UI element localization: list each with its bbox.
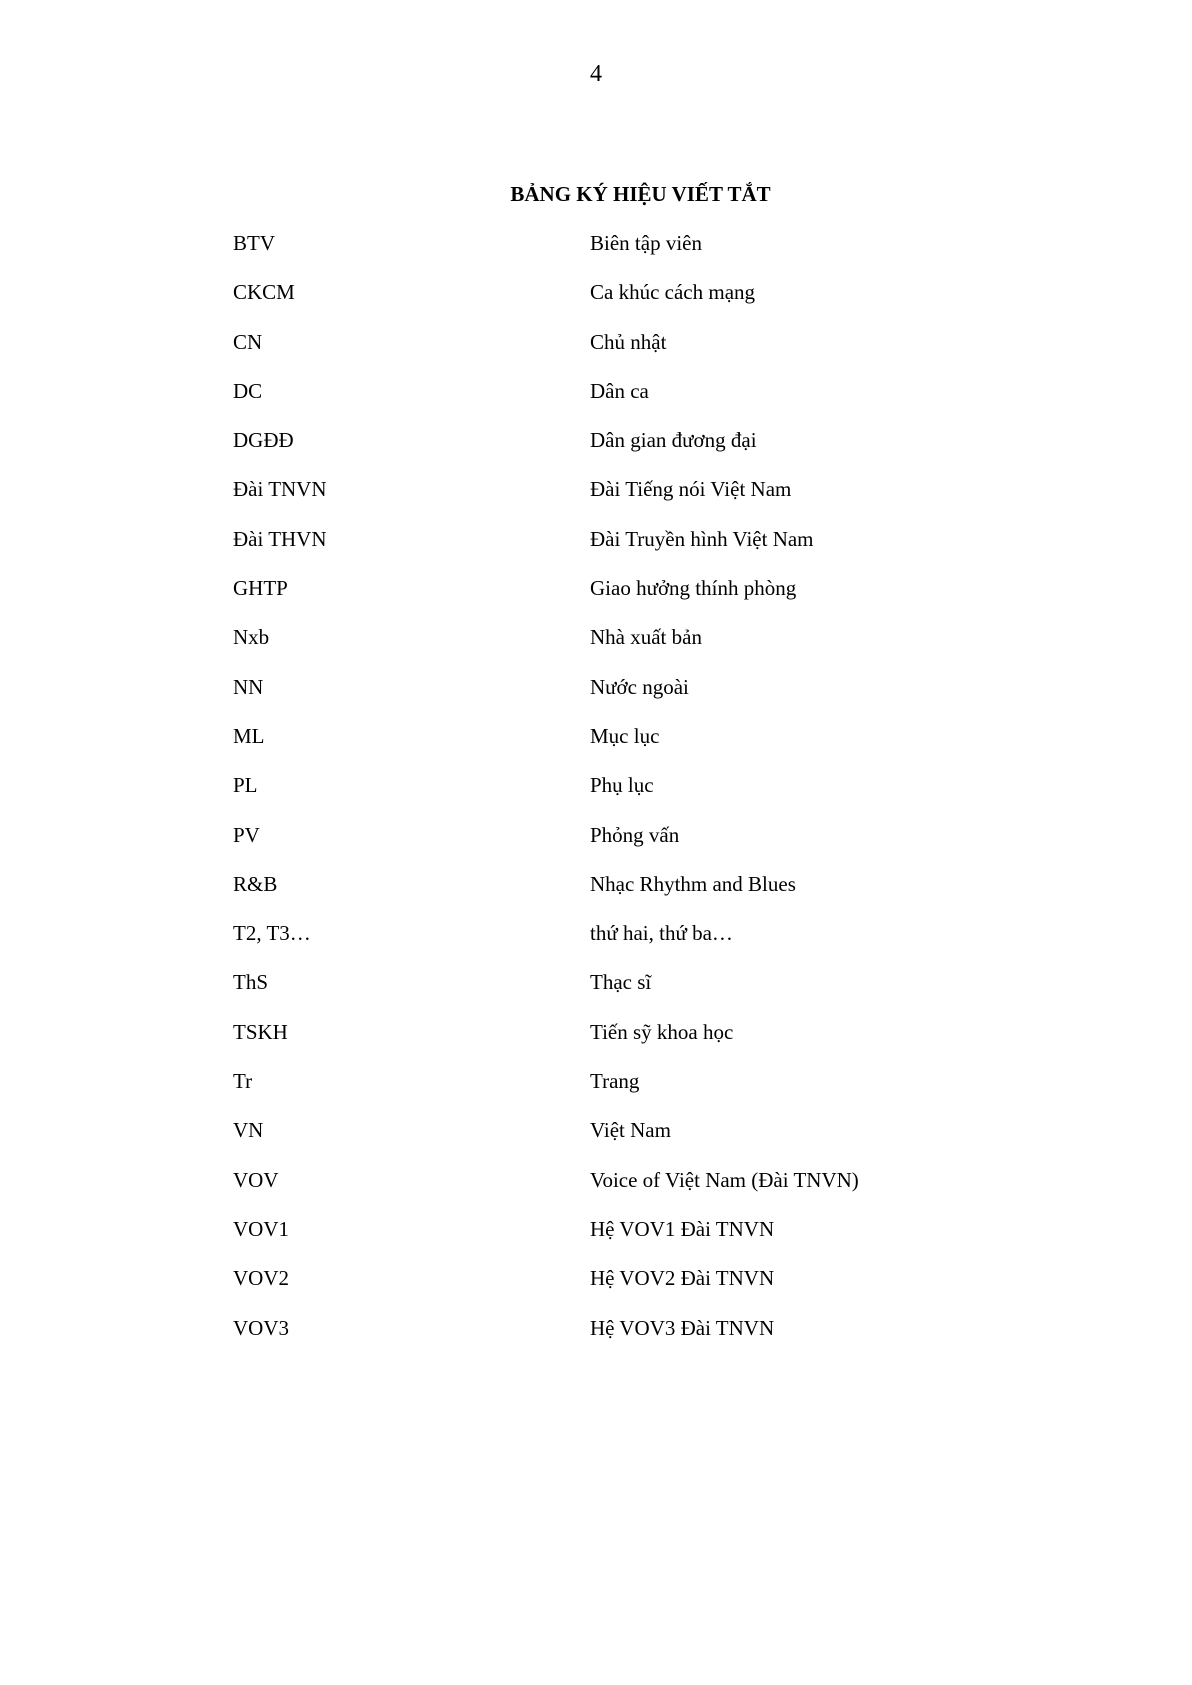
abbreviation-row — [233, 625, 1013, 674]
abbreviation-term: BTV — [233, 231, 275, 255]
abbreviation-meaning: Dân ca — [590, 378, 649, 403]
abbreviation-row — [233, 1168, 1013, 1217]
page-number: 4 — [590, 61, 602, 87]
abbreviation-row — [233, 675, 1013, 724]
abbreviation-row — [233, 1118, 1013, 1167]
abbreviation-row — [233, 1266, 1013, 1315]
abbreviation-row — [233, 379, 1013, 428]
abbreviation-row — [233, 1217, 1013, 1266]
abbreviation-term: GHTP — [233, 576, 288, 601]
abbreviation-meaning: Mục lục — [590, 723, 660, 748]
abbreviation-term: DC — [233, 378, 263, 403]
abbreviation-row — [233, 428, 1013, 477]
abbreviation-term: VOV3 — [233, 1315, 289, 1340]
abbreviation-row — [233, 823, 1013, 872]
abbreviation-meaning: Thạc sĩ — [590, 970, 652, 995]
abbreviation-term: Đài TNVN — [233, 477, 327, 502]
abbreviation-row — [233, 527, 1013, 576]
abbreviation-term: VOV1 — [233, 1216, 289, 1241]
abbreviation-term: PL — [233, 773, 258, 798]
abbreviation-meaning: Đài Tiếng nói Việt Nam — [590, 477, 792, 502]
abbreviation-row — [233, 970, 1013, 1019]
abbreviation-term: TSKH — [233, 1019, 288, 1044]
abbreviation-term: R&B — [233, 871, 278, 896]
abbreviation-term: CN — [233, 329, 263, 354]
abbreviation-term: ThS — [233, 970, 269, 995]
abbreviation-meaning: Hệ VOV1 Đài TNVN — [590, 1216, 775, 1241]
abbreviation-meaning: Nhà xuất bản — [590, 625, 702, 650]
abbreviation-meaning: Giao hưởng thính phòng — [590, 576, 797, 601]
abbreviation-row — [233, 576, 1013, 625]
abbreviation-meaning: Phụ lục — [590, 773, 654, 798]
abbreviation-meaning: Nước ngoài — [590, 674, 689, 699]
abbreviation-term: Đài THVN — [233, 526, 327, 551]
abbreviation-term: ML — [233, 723, 265, 748]
abbreviation-term: T2, T3… — [233, 921, 311, 946]
abbreviation-row — [233, 280, 1013, 329]
abbreviation-row — [233, 330, 1013, 379]
abbreviation-meaning: Hệ VOV3 Đài TNVN — [590, 1315, 775, 1340]
abbreviation-term: VOV2 — [233, 1266, 289, 1291]
abbreviation-term: Nxb — [233, 625, 270, 650]
abbreviation-meaning: Ca khúc cách mạng — [590, 280, 756, 305]
abbreviation-meaning: Dân gian đương đại — [590, 428, 757, 453]
abbreviation-row — [233, 921, 1013, 970]
abbreviation-row — [233, 477, 1013, 526]
abbreviation-meaning: Trang — [590, 1069, 640, 1094]
abbreviation-meaning: Hệ VOV2 Đài TNVN — [590, 1266, 775, 1291]
abbreviation-meaning: Việt Nam — [590, 1118, 671, 1143]
abbreviation-row — [233, 1069, 1013, 1118]
abbreviation-row — [233, 231, 1013, 280]
abbreviation-row — [233, 724, 1013, 773]
abbreviation-term: NN — [233, 674, 264, 699]
abbreviation-list — [233, 231, 1013, 1365]
page-title: BẢNG KÝ HIỆU VIẾT TẮT — [510, 182, 771, 206]
abbreviation-row — [233, 1316, 1013, 1365]
abbreviation-term: CKCM — [233, 280, 295, 305]
abbreviation-term: PV — [233, 822, 260, 847]
abbreviation-term: DGĐĐ — [233, 428, 294, 453]
abbreviation-meaning: Nhạc Rhythm and Blues — [590, 871, 796, 896]
abbreviation-meaning: Phỏng vấn — [590, 822, 680, 847]
abbreviation-row — [233, 773, 1013, 822]
abbreviation-meaning: thứ hai, thứ ba… — [590, 921, 733, 946]
abbreviation-row — [233, 872, 1013, 921]
abbreviation-meaning: Voice of Việt Nam (Đài TNVN) — [590, 1167, 859, 1192]
abbreviation-meaning: Chủ nhật — [590, 329, 667, 354]
abbreviation-term: VOV — [233, 1167, 279, 1192]
abbreviation-meaning: Biên tập viên — [590, 231, 702, 255]
abbreviation-term: Tr — [233, 1069, 253, 1094]
abbreviation-row — [233, 1020, 1013, 1069]
abbreviation-term: VN — [233, 1118, 264, 1143]
abbreviation-meaning: Tiến sỹ khoa học — [590, 1019, 734, 1044]
abbreviation-meaning: Đài Truyền hình Việt Nam — [590, 526, 814, 551]
